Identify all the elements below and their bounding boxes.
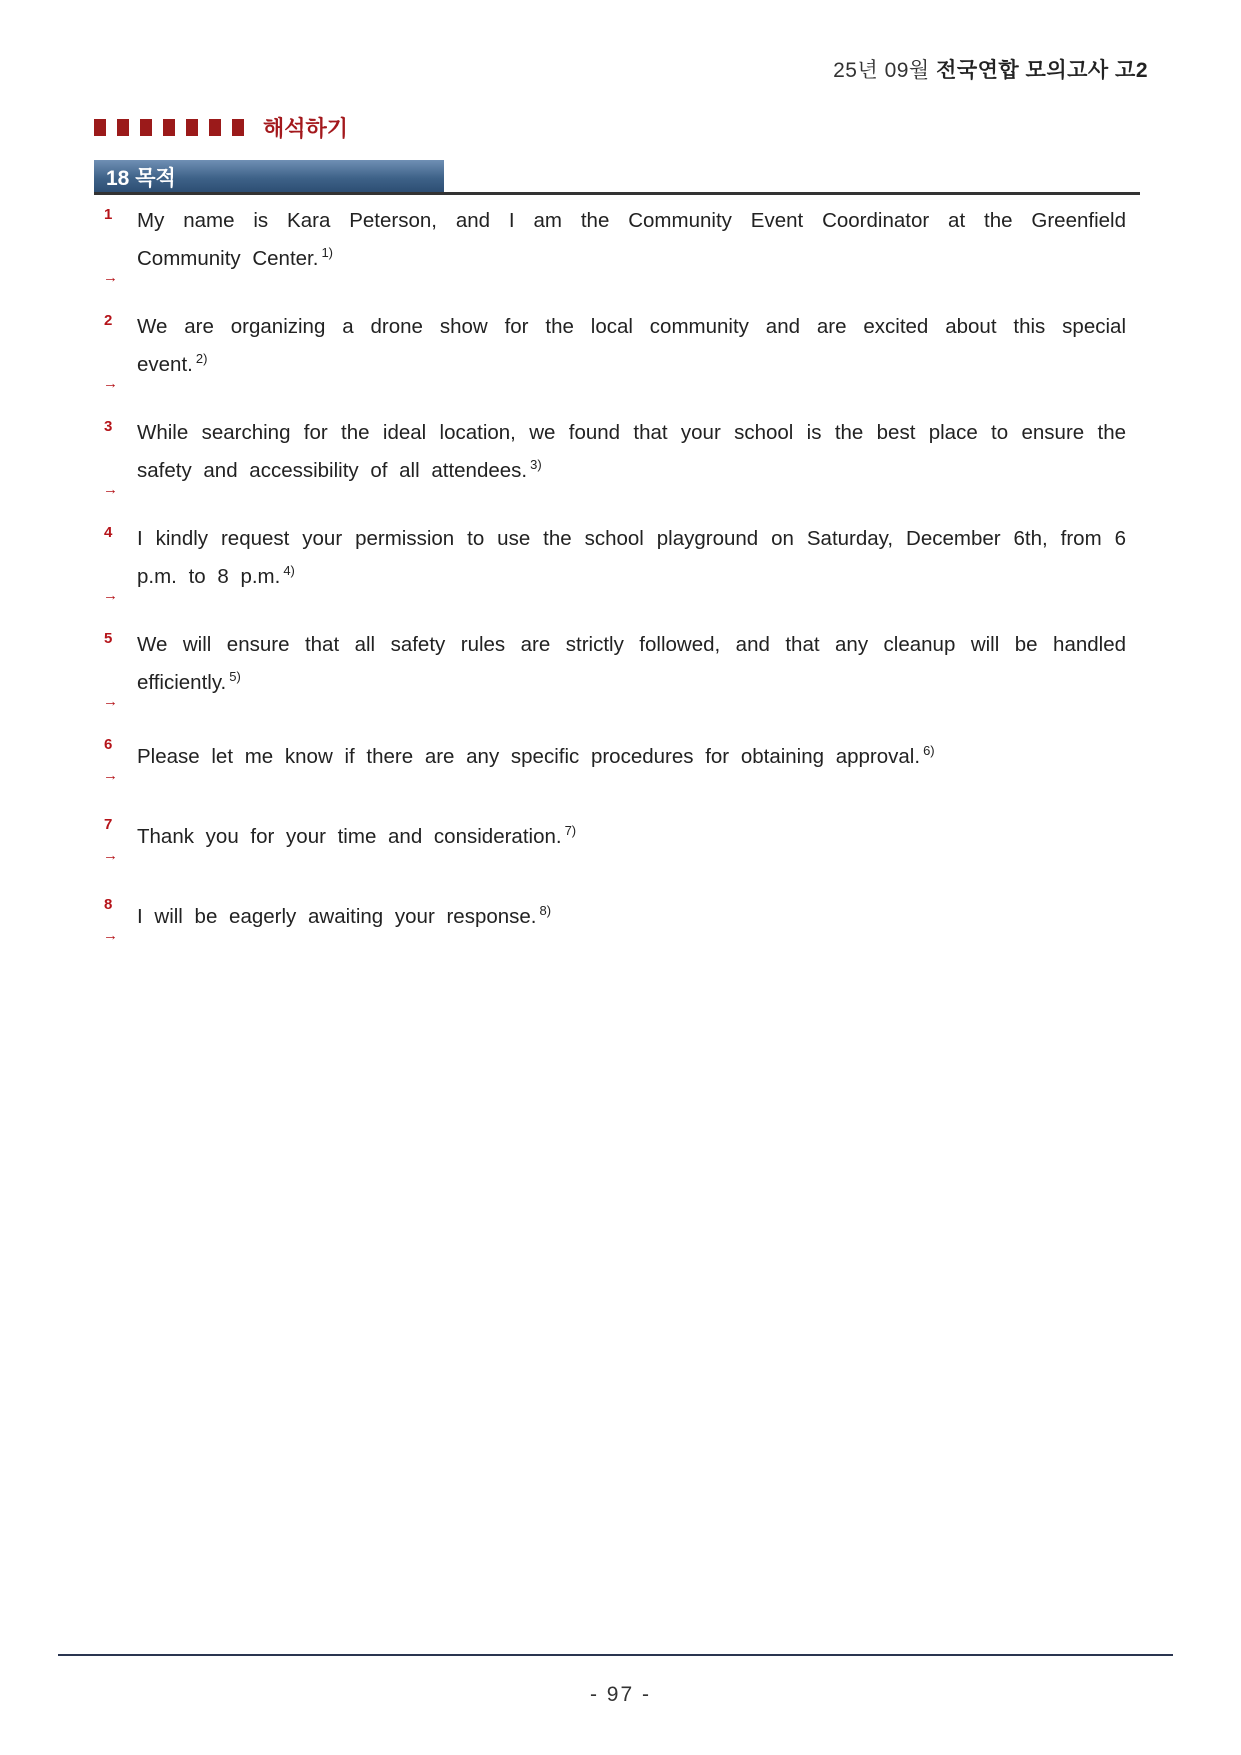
arrow-icon: → xyxy=(103,693,118,710)
footnote-ref: 5) xyxy=(229,669,241,684)
arrow-icon: → xyxy=(103,767,118,784)
footnote-ref: 2) xyxy=(195,351,208,366)
section-title-label: 해석하기 xyxy=(263,115,349,141)
sentence-number: 2 xyxy=(104,312,113,329)
arrow-icon: → xyxy=(103,927,118,944)
exam-date: 25년 09월 xyxy=(833,59,930,82)
exam-header xyxy=(833,54,1148,84)
sentence-text: While searching for the ideal location, we found that your school is the best place to ensure the safety and accessibility of all attendees. $^{3)}$ xyxy=(137,421,1126,482)
footer-divider xyxy=(58,1654,1173,1656)
sentence-text: Thank you for your time and consideration. $^{7)}$ xyxy=(137,823,577,848)
sentence-item xyxy=(94,629,1140,735)
sentence-item xyxy=(94,311,1140,417)
sentence-text: I will be eagerly awaiting your response. $^{8)}$ xyxy=(137,903,552,928)
question-label: 18 목적 xyxy=(106,166,176,190)
exam-name: 전국연합 모의고사 xyxy=(936,59,1109,82)
sentence-item xyxy=(94,815,1140,895)
footnote-ref: 3) xyxy=(530,457,542,472)
arrow-icon: → xyxy=(103,587,118,604)
sentence-text: We will ensure that all safety rules are strictly followed, and that any cleanup will be handled efficiently. $^{5)}$ xyxy=(137,633,1126,694)
sentence-number: 6 xyxy=(104,736,113,753)
sentence-number: 5 xyxy=(104,630,113,647)
footnote-ref: 4) xyxy=(283,563,295,578)
sentence-item xyxy=(94,523,1140,629)
sentence-item xyxy=(94,205,1140,311)
footnote-ref: 6) xyxy=(923,743,935,758)
footnote-ref: 7) xyxy=(564,823,577,838)
sentence-item xyxy=(94,735,1140,815)
arrow-icon: → xyxy=(103,847,118,864)
arrow-icon: → xyxy=(103,269,118,286)
sentence-number: 4 xyxy=(104,524,113,541)
section-title xyxy=(94,112,348,142)
sentence-number: 7 xyxy=(104,816,113,833)
sentence-number: 1 xyxy=(104,206,113,223)
footnote-ref: 8) xyxy=(539,903,552,918)
decorative-bars xyxy=(94,119,244,136)
sentence-text: My name is Kara Peterson, and I am the Community Event Coordinator at the Greenfield Community Center. $^{1)}$ xyxy=(137,209,1126,270)
question-divider xyxy=(94,192,1140,195)
arrow-icon: → xyxy=(103,375,118,392)
question-tab xyxy=(94,160,444,193)
sentence-number: 3 xyxy=(104,418,113,435)
sentence-text: We are organizing a drone show for the local community and are excited about this special event. $^{2)}$ xyxy=(137,315,1126,376)
exam-grade: 고2 xyxy=(1115,59,1148,82)
arrow-icon: → xyxy=(103,481,118,498)
sentence-text: Please let me know if there are any specific procedures for obtaining approval. $^{6)}$ xyxy=(137,743,935,768)
page-number: - 97 - xyxy=(589,1683,651,1706)
sentence-text: I kindly request your permission to use the school playground on Saturday, December 6th, from 6 p.m. to 8 p.m. $^{4)}$ xyxy=(137,527,1126,588)
footnote-ref: 1) xyxy=(321,245,334,260)
sentence-number: 8 xyxy=(104,896,113,913)
sentence-item xyxy=(94,895,1140,975)
sentence-item xyxy=(94,417,1140,523)
sentence-list xyxy=(94,205,1140,975)
